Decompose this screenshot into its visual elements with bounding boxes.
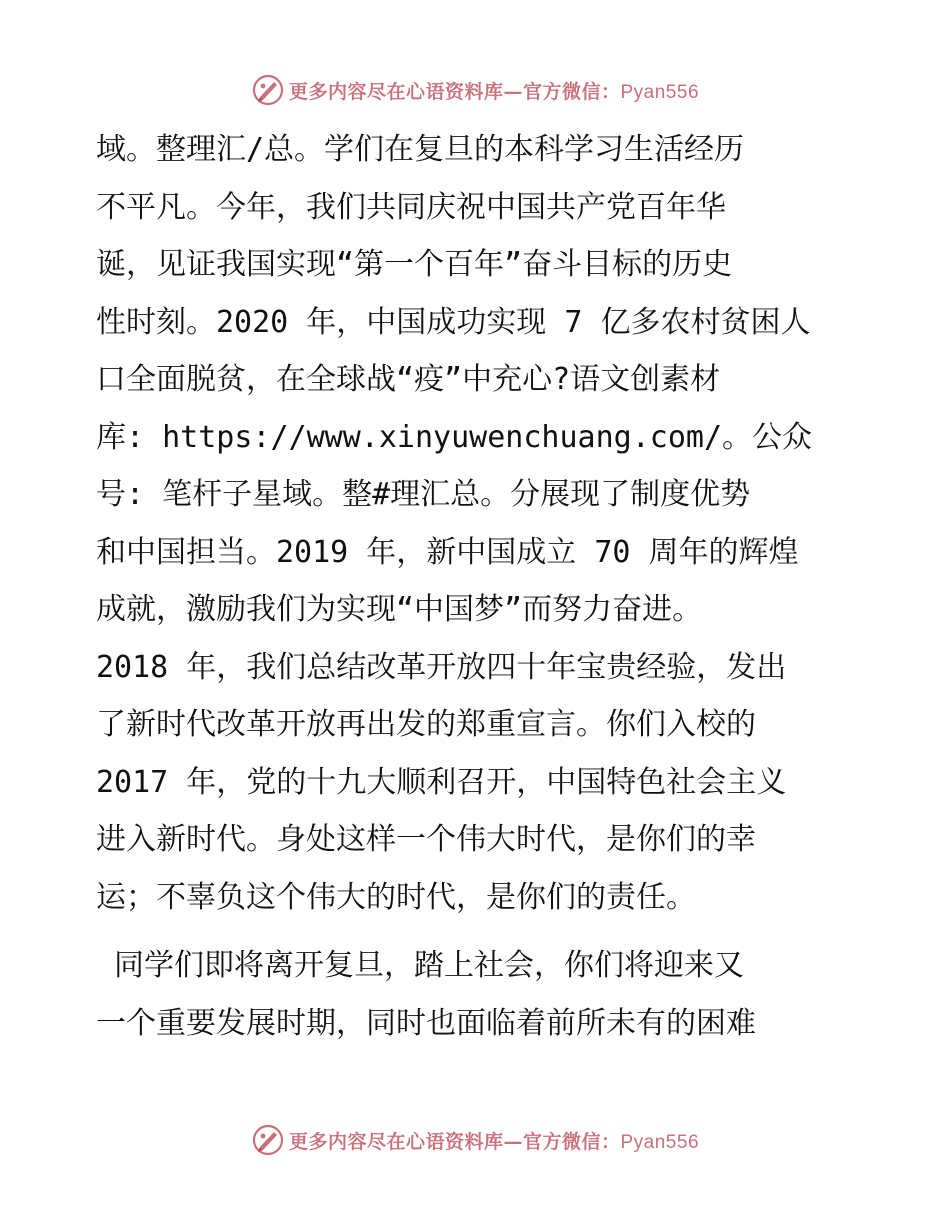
text-line: 库: https://www.xinyuwenchuang.com/。公众 <box>96 419 813 455</box>
text-line: 性时刻。2020 年，中国成功实现 7 亿多农村贫困人 <box>96 304 811 340</box>
header-banner-text: 更多内容尽在心语资料库—官方微信：Pyan556 <box>288 80 700 103</box>
header-banner <box>0 70 950 110</box>
text-line: 一个重要发展时期，同时也面临着前所未有的困难 <box>96 1005 756 1041</box>
text-line: 域。整理汇/总。学们在复旦的本科学习生活经历 <box>96 132 745 167</box>
text-line: 进入新时代。身处这样一个伟大时代，是你们的幸 <box>96 822 756 857</box>
text-line: 口全面脱贫，在全球战“疫”中充心?语文创素材 <box>96 362 721 397</box>
text-line: 2018 年，我们总结改革开放四十年宝贵经验，发出 <box>96 649 787 685</box>
text-line: 2017 年，党的十九大顺利召开，中国特色社会主义 <box>96 764 787 800</box>
document-body <box>96 121 856 1052</box>
header-wechat-id: Pyan556 <box>620 81 700 103</box>
footer-banner <box>0 1120 950 1160</box>
text-line: 成就，激励我们为实现“中国梦”而努力奋进。 <box>96 592 703 627</box>
paragraph-1 <box>96 121 856 926</box>
text-line: 运；不辜负这个伟大的时代，是你们的责任。 <box>96 879 696 915</box>
pen-logo-icon <box>251 1123 285 1157</box>
text-line: 了新时代改革开放再出发的郑重宣言。你们入校的 <box>96 707 756 742</box>
text-line: 号: 笔杆子星域。整#理汇总。分展现了制度优势 <box>96 477 751 512</box>
footer-banner-text: 更多内容尽在心语资料库—官方微信：Pyan556 <box>288 1130 700 1153</box>
footer-wechat-id: Pyan556 <box>620 1131 700 1153</box>
text-line: 不平凡。今年，我们共同庆祝中国共产党百年华 <box>96 189 726 225</box>
pen-logo-icon <box>251 73 285 107</box>
text-line: 和中国担当。2019 年，新中国成立 70 周年的辉煌 <box>96 534 799 570</box>
text-line: 同学们即将离开复旦，踏上社会，你们将迎来又 <box>96 948 745 983</box>
text-line: 诞，见证我国实现“第一个百年”奋斗目标的历史 <box>96 247 733 282</box>
paragraph-2 <box>96 937 856 1052</box>
paragraph-spacer <box>96 926 856 937</box>
